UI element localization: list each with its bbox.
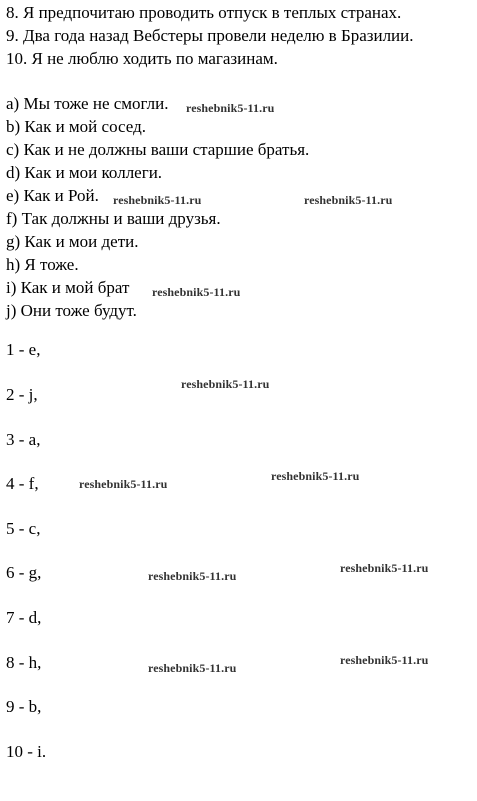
sentence-9: 9. Два года назад Вебстеры провели неделю в Бразилии.	[6, 26, 414, 45]
answer-2: 2 - j,	[6, 385, 38, 404]
answer-1: 1 - e,	[6, 340, 41, 359]
watermark-text: reshebnik5-11.ru	[79, 477, 168, 491]
option-h: h) Я тоже.	[6, 255, 79, 274]
answer-5: 5 - c,	[6, 519, 41, 538]
option-j: j) Они тоже будут.	[6, 301, 137, 320]
option-b: b) Как и мой сосед.	[6, 117, 146, 136]
watermark-text: reshebnik5-11.ru	[113, 193, 202, 207]
sentence-8: 8. Я предпочитаю проводить отпуск в теплых странах.	[6, 3, 402, 22]
option-i: i) Как и мой брат	[6, 278, 130, 297]
watermark-text: reshebnik5-11.ru	[304, 193, 393, 207]
option-c: c) Как и не должны ваши старшие братья.	[6, 140, 310, 159]
answer-9: 9 - b,	[6, 697, 42, 716]
answer-6: 6 - g,	[6, 563, 42, 582]
watermark-text: reshebnik5-11.ru	[152, 285, 241, 299]
watermark-text: reshebnik5-11.ru	[148, 569, 237, 583]
watermark-text: reshebnik5-11.ru	[340, 653, 429, 667]
sentence-10: 10. Я не люблю ходить по магазинам.	[6, 49, 278, 68]
answer-7: 7 - d,	[6, 608, 42, 627]
option-d: d) Как и мои коллеги.	[6, 163, 163, 182]
answer-3: 3 - a,	[6, 430, 41, 449]
answer-10: 10 - i.	[6, 742, 47, 761]
option-f: f) Так должны и ваши друзья.	[6, 209, 221, 228]
option-a: a) Мы тоже не смогли.	[6, 94, 169, 113]
watermark-text: reshebnik5-11.ru	[148, 661, 237, 675]
watermark-text: reshebnik5-11.ru	[181, 377, 270, 391]
watermark-text: reshebnik5-11.ru	[186, 101, 275, 115]
answer-4: 4 - f,	[6, 474, 39, 493]
watermark-text: reshebnik5-11.ru	[340, 561, 429, 575]
option-e: e) Как и Рой.	[6, 186, 99, 205]
option-g: g) Как и мои дети.	[6, 232, 139, 251]
answer-8: 8 - h,	[6, 653, 42, 672]
watermark-text: reshebnik5-11.ru	[271, 469, 360, 483]
